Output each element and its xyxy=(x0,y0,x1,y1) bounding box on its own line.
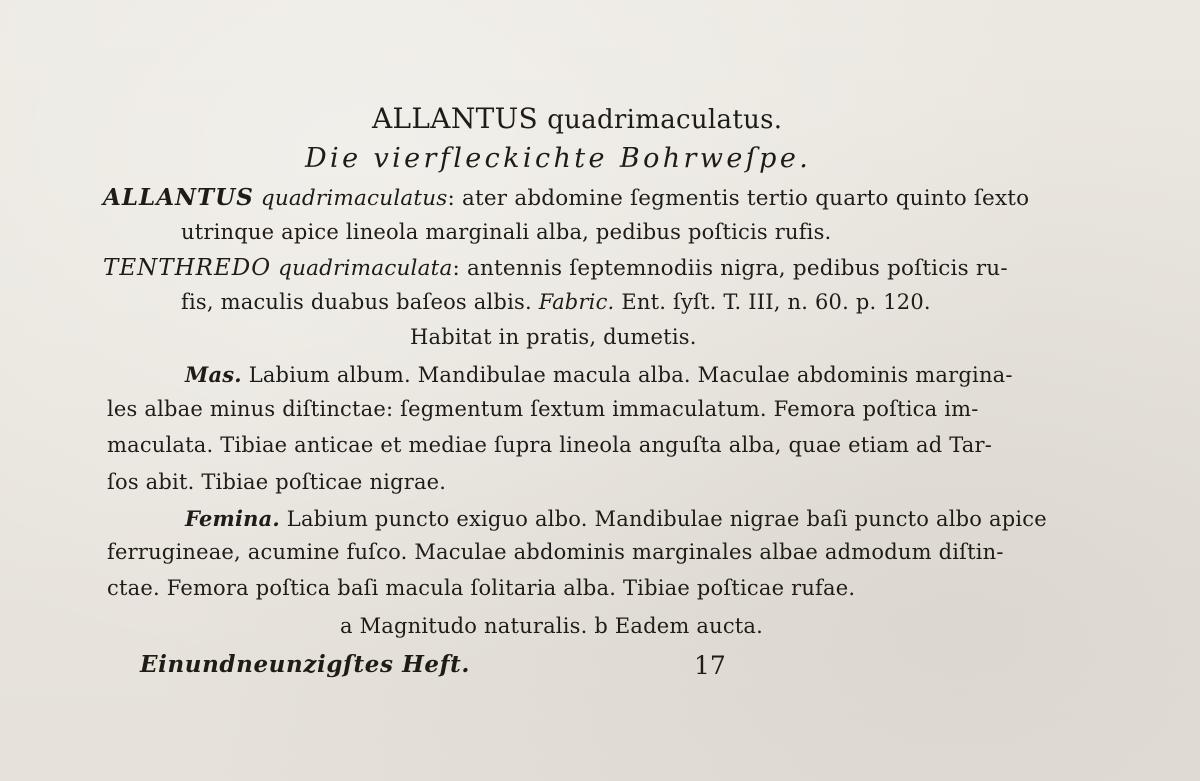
diagnosis-2-epithet: quadrimaculata xyxy=(278,256,453,281)
diagnosis-2-genus: TENTHREDO xyxy=(103,255,272,281)
title-genus: ALLANTUS xyxy=(372,102,538,135)
diagnosis-2-reference: Ent. ſyſt. T. III, n. 60. p. 120. xyxy=(621,290,931,314)
mas-label: Mas. xyxy=(185,362,242,387)
diagnosis-2-text: : antennis ſeptemnodiis nigra, pedibus poſticis ru- xyxy=(452,256,1008,281)
page-number: 17 xyxy=(694,651,726,680)
figure-note: a Magnitudo naturalis. b Eadem aucta. xyxy=(340,614,764,638)
mas-line-3: maculata. Tibiae anticae et mediae ſupra lineola anguſta alba, quae etiam ad Tar- xyxy=(107,433,993,457)
diagnosis-2-line-2 xyxy=(181,292,931,313)
common-name-subtitle: Die vierfleckichte Bohrweſpe. xyxy=(305,143,812,174)
femina-line-2: ferrugineae, acumine fuſco. Maculae abdominis marginales albae admodum diſtin- xyxy=(107,540,1004,564)
femina-text-1: Labium puncto exiguo albo. Mandibulae nigrae baſi puncto albo apice xyxy=(286,507,1047,531)
diagnosis-1-text: : ater abdomine ſegmentis tertio quarto quinto ſexto xyxy=(447,186,1030,211)
diagnosis-1-line-2: utrinque apice lineola marginali alba, pedibus poſticis rufis. xyxy=(181,220,832,244)
signature-mark: Einundneunzigſtes Heft. xyxy=(140,651,470,678)
title-species: quadrimaculatus. xyxy=(547,105,783,135)
mas-line-1 xyxy=(185,364,1013,386)
diagnosis-1-line-1 xyxy=(103,186,1029,210)
diagnosis-2-maculis: fis, maculis duabus baſeos albis. xyxy=(181,290,532,314)
diagnosis-1-epithet: quadrimaculatus xyxy=(260,186,448,211)
diagnosis-2-fabric: Fabric. xyxy=(538,290,615,314)
diagnosis-1-genus: ALLANTUS xyxy=(103,184,254,211)
mas-text-1: Labium album. Mandibulae macula alba. Maculae abdominis margina- xyxy=(248,363,1013,387)
mas-line-2: les albae minus diſtinctae: ſegmentum ſextum immaculatum. Femora poſtica im- xyxy=(107,397,979,421)
diagnosis-2-line-1 xyxy=(103,257,1008,280)
femina-label: Femina. xyxy=(185,506,280,531)
species-title xyxy=(372,102,783,135)
femina-line-3: ctae. Femora poſtica baſi macula ſolitaria alba. Tibiae poſticae rufae. xyxy=(107,576,856,600)
mas-line-4: ſos abit. Tibiae poſticae nigrae. xyxy=(107,470,447,494)
habitat-line: Habitat in pratis, dumetis. xyxy=(410,325,697,349)
femina-line-1 xyxy=(185,508,1047,530)
